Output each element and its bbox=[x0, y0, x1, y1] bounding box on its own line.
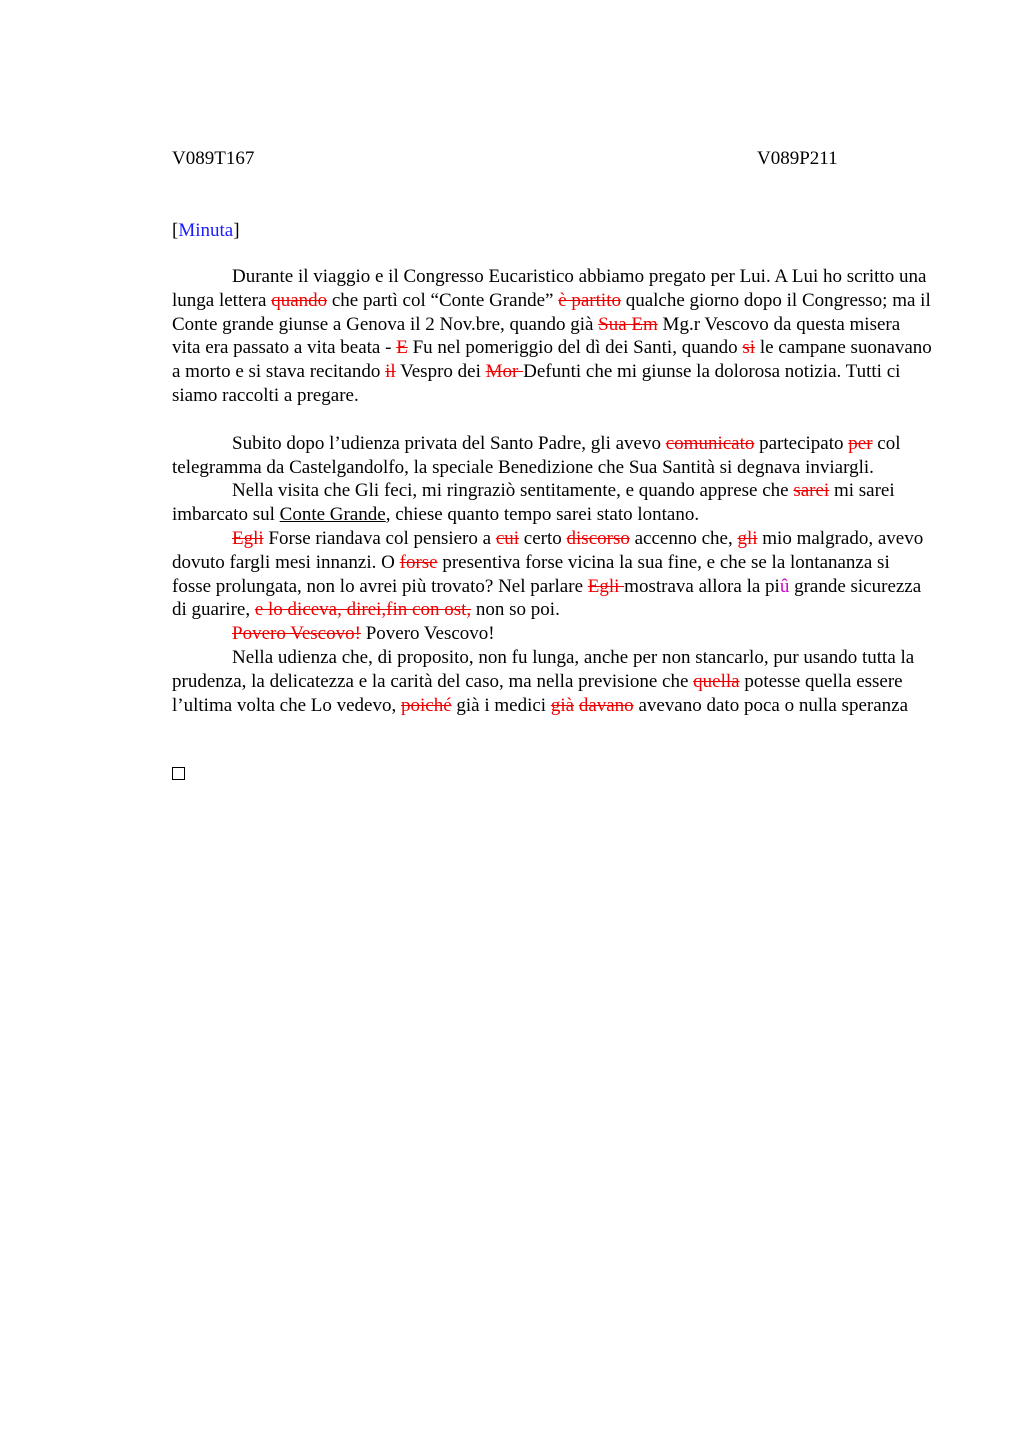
text-run: Fu nel pomeriggio del dì dei Santi, quando bbox=[407, 337, 743, 359]
deleted-text: Mor bbox=[485, 361, 524, 383]
paragraph-2 bbox=[172, 432, 932, 480]
document-code-right: V089P211 bbox=[757, 148, 838, 169]
deleted-text: discorso bbox=[566, 527, 630, 549]
text-run: avevano dato poca o nulla speranza bbox=[633, 694, 909, 716]
text-run: non so poi. bbox=[471, 599, 560, 621]
text-run: certo bbox=[519, 527, 567, 549]
paragraph-6 bbox=[172, 646, 932, 717]
text-run: Forse riandava col pensiero a bbox=[263, 527, 496, 549]
deleted-text: per bbox=[848, 432, 873, 454]
minuta-text: Minuta bbox=[178, 220, 234, 241]
deleted-text: Sua Em bbox=[598, 313, 658, 335]
deleted-text: si bbox=[742, 337, 756, 359]
deleted-text: cui bbox=[495, 527, 520, 549]
text-run: Mg.r Vescovo da questa misera vita era passato a vita beata - bbox=[172, 313, 901, 359]
deleted-text: e lo diceva, direi,fin con ost, bbox=[254, 599, 472, 621]
paragraph-gap bbox=[172, 408, 932, 432]
deleted-text: già bbox=[550, 694, 575, 716]
text-run: Povero Vescovo! bbox=[360, 623, 495, 645]
end-of-text-box bbox=[172, 767, 185, 780]
deleted-text: comunicato bbox=[665, 432, 755, 454]
deleted-text: quella bbox=[693, 670, 740, 692]
deleted-text: Egli bbox=[587, 575, 625, 597]
deleted-text: Egli bbox=[232, 527, 264, 549]
bracket-close: ] bbox=[233, 220, 240, 241]
text-run: , chiese quanto tempo sarei stato lontano. bbox=[385, 504, 700, 526]
deleted-text: gli bbox=[737, 527, 758, 549]
text-run: Defunti che mi giunse la dolorosa notizia. Tutti ci siamo raccolti a pregare. bbox=[172, 361, 901, 406]
bracket-open: [ bbox=[172, 220, 179, 241]
paragraph-4 bbox=[172, 527, 932, 622]
text-run: col telegramma da Castelgandolfo, la speciale Benedizione che Sua Santità si degnava inviargli. bbox=[172, 432, 901, 478]
text-run: grande sicurezza di guarire, bbox=[172, 575, 922, 621]
text-run: Durante il viaggio e il Congresso Eucaristico abbiamo pregato per Lui. A Lui ho scritto una lunga lettera bbox=[172, 266, 927, 311]
text-run: che partì col “Conte Grande” bbox=[327, 289, 559, 311]
deleted-text: il bbox=[385, 361, 396, 383]
text-run: mi sarei imbarcato sul bbox=[172, 480, 895, 526]
paragraph-1 bbox=[172, 265, 932, 408]
text-run: presentiva forse vicina la sua fine, e che se la lontananza si fosse prolungata, non lo avrei più trovato? Nel parlare bbox=[172, 551, 890, 597]
text-run: Nella visita che Gli feci, mi ringraziò sentitamente, e quando apprese che bbox=[232, 480, 794, 502]
deleted-text: forse bbox=[399, 551, 438, 573]
text-run: le campane suonavano a morto e si stava recitando bbox=[172, 337, 932, 383]
deleted-text: Povero Vescovo! bbox=[232, 623, 361, 645]
text-run: già i medici bbox=[451, 694, 551, 716]
deleted-text: è partito bbox=[558, 289, 621, 311]
corrected-character: û bbox=[779, 575, 790, 597]
document-code-left: V089T167 bbox=[172, 148, 255, 169]
paragraph-3 bbox=[172, 479, 932, 527]
text-run: Vespro dei bbox=[395, 361, 486, 383]
minuta-label bbox=[172, 219, 240, 243]
deleted-text: E bbox=[396, 337, 408, 359]
underlined-ship-name: Conte Grande bbox=[279, 504, 386, 526]
text-run: mio malgrado, avevo dovuto fargli mesi innanzi. O bbox=[172, 527, 924, 573]
deleted-text: sarei bbox=[793, 480, 830, 502]
text-run: Nella udienza che, di proposito, non fu lunga, anche per non stancarlo, pur usando tutta la prudenza, la delicatezza e la carità del caso, ma nella previsione che bbox=[172, 646, 915, 692]
deleted-text: quando bbox=[271, 289, 328, 311]
text-run: partecipato bbox=[754, 432, 849, 454]
paragraph-5 bbox=[172, 622, 932, 646]
text-run: qualche giorno dopo il Congresso; ma il Conte grande giunse a Genova il 2 Nov.bre, quando già bbox=[172, 289, 931, 335]
deleted-text: poiché bbox=[400, 694, 452, 716]
text-run: mostrava allora la pi bbox=[624, 575, 780, 597]
text-run: potesse quella essere l’ultima volta che Lo vedevo, bbox=[172, 670, 903, 716]
text-run: accenno che, bbox=[629, 527, 738, 549]
letter-body bbox=[172, 265, 932, 717]
deleted-text: davano bbox=[578, 694, 634, 716]
text-run: Subito dopo l’udienza privata del Santo Padre, gli avevo bbox=[232, 432, 666, 454]
